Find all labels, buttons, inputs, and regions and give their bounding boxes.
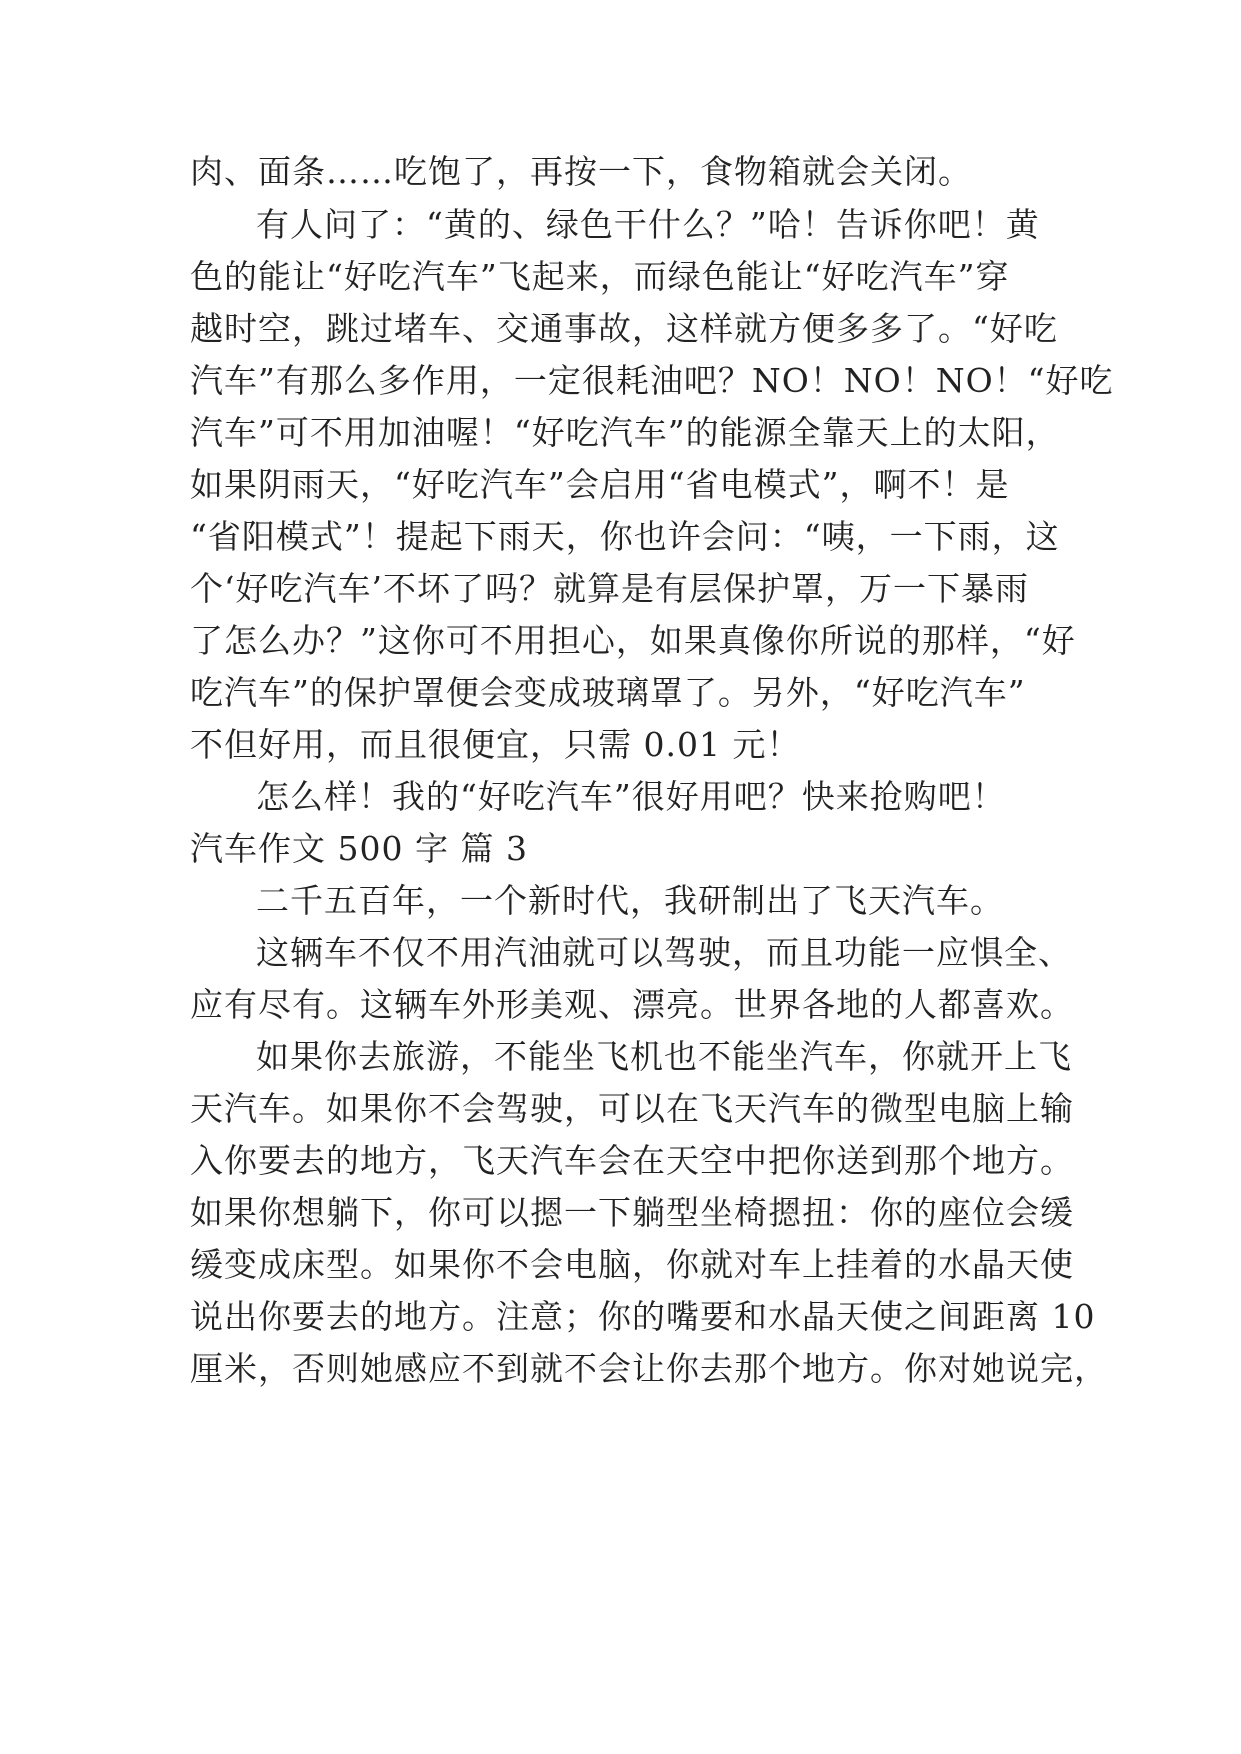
text-line: 入你要去的地方，飞天汽车会在天空中把你送到那个地方。 bbox=[190, 1141, 1074, 1180]
text-line: 应有尽有。这辆车外形美观、漂亮。世界各地的人都喜欢。 bbox=[190, 985, 1074, 1024]
text-line: 缓变成床型。如果你不会电脑，你就对车上挂着的水晶天使 bbox=[190, 1245, 1074, 1284]
text-line: 汽车”可不用加油喔！“好吃汽车”的能源全靠天上的太阳， bbox=[190, 413, 1060, 452]
text-line: 了怎么办？”这你可不用担心，如果真像你所说的那样，“好 bbox=[190, 621, 1076, 660]
text-line: 越时空，跳过堵车、交通事故，这样就方便多多了。“好吃 bbox=[190, 309, 1058, 348]
paragraph-start-line: 怎么样！我的“好吃汽车”很好用吧？快来抢购吧！ bbox=[256, 777, 1006, 816]
paragraph-start-line: 有人问了：“黄的、绿色干什么？”哈！告诉你吧！黄 bbox=[256, 205, 1040, 244]
text-line: 吃汽车”的保护罩便会变成玻璃罩了。另外，“好吃汽车” bbox=[190, 673, 1026, 712]
text-line: 个‘好吃汽车’不坏了吗？就算是有层保护罩，万一下暴雨 bbox=[190, 569, 1029, 608]
text-line: “省阳模式”！提起下雨天，你也许会问：“咦，一下雨，这 bbox=[190, 517, 1060, 556]
paragraph-start-line: 这辆车不仅不用汽油就可以驾驶，而且功能一应惧全、 bbox=[256, 933, 1072, 972]
text-line: 如果你想躺下，你可以摁一下躺型坐椅摁扭：你的座位会缓 bbox=[190, 1193, 1074, 1232]
section-heading: 汽车作文 500 字 篇 3 bbox=[190, 829, 528, 868]
text-line: 不但好用，而且很便宜，只需 0.01 元！ bbox=[190, 725, 801, 764]
text-line: 说出你要去的地方。注意；你的嘴要和水晶天使之间距离 10 bbox=[190, 1297, 1096, 1336]
paragraph-start-line: 如果你去旅游，不能坐飞机也不能坐汽车，你就开上飞 bbox=[256, 1037, 1072, 1076]
paragraph-start-line: 二千五百年，一个新时代，我研制出了飞天汽车。 bbox=[256, 881, 1004, 920]
text-line: 色的能让“好吃汽车”飞起来，而绿色能让“好吃汽车”穿 bbox=[190, 257, 1010, 296]
text-line: 如果阴雨天，“好吃汽车”会启用“省电模式”，啊不！是 bbox=[190, 465, 1010, 504]
text-line: 厘米，否则她感应不到就不会让你去那个地方。你对她说完， bbox=[190, 1349, 1108, 1388]
text-line: 天汽车。如果你不会驾驶，可以在飞天汽车的微型电脑上输 bbox=[190, 1089, 1074, 1128]
text-line: 肉、面条……吃饱了，再按一下，食物箱就会关闭。 bbox=[190, 152, 972, 191]
text-line: 汽车”有那么多作用，一定很耗油吧？NO！NO！NO！“好吃 bbox=[190, 361, 1114, 400]
